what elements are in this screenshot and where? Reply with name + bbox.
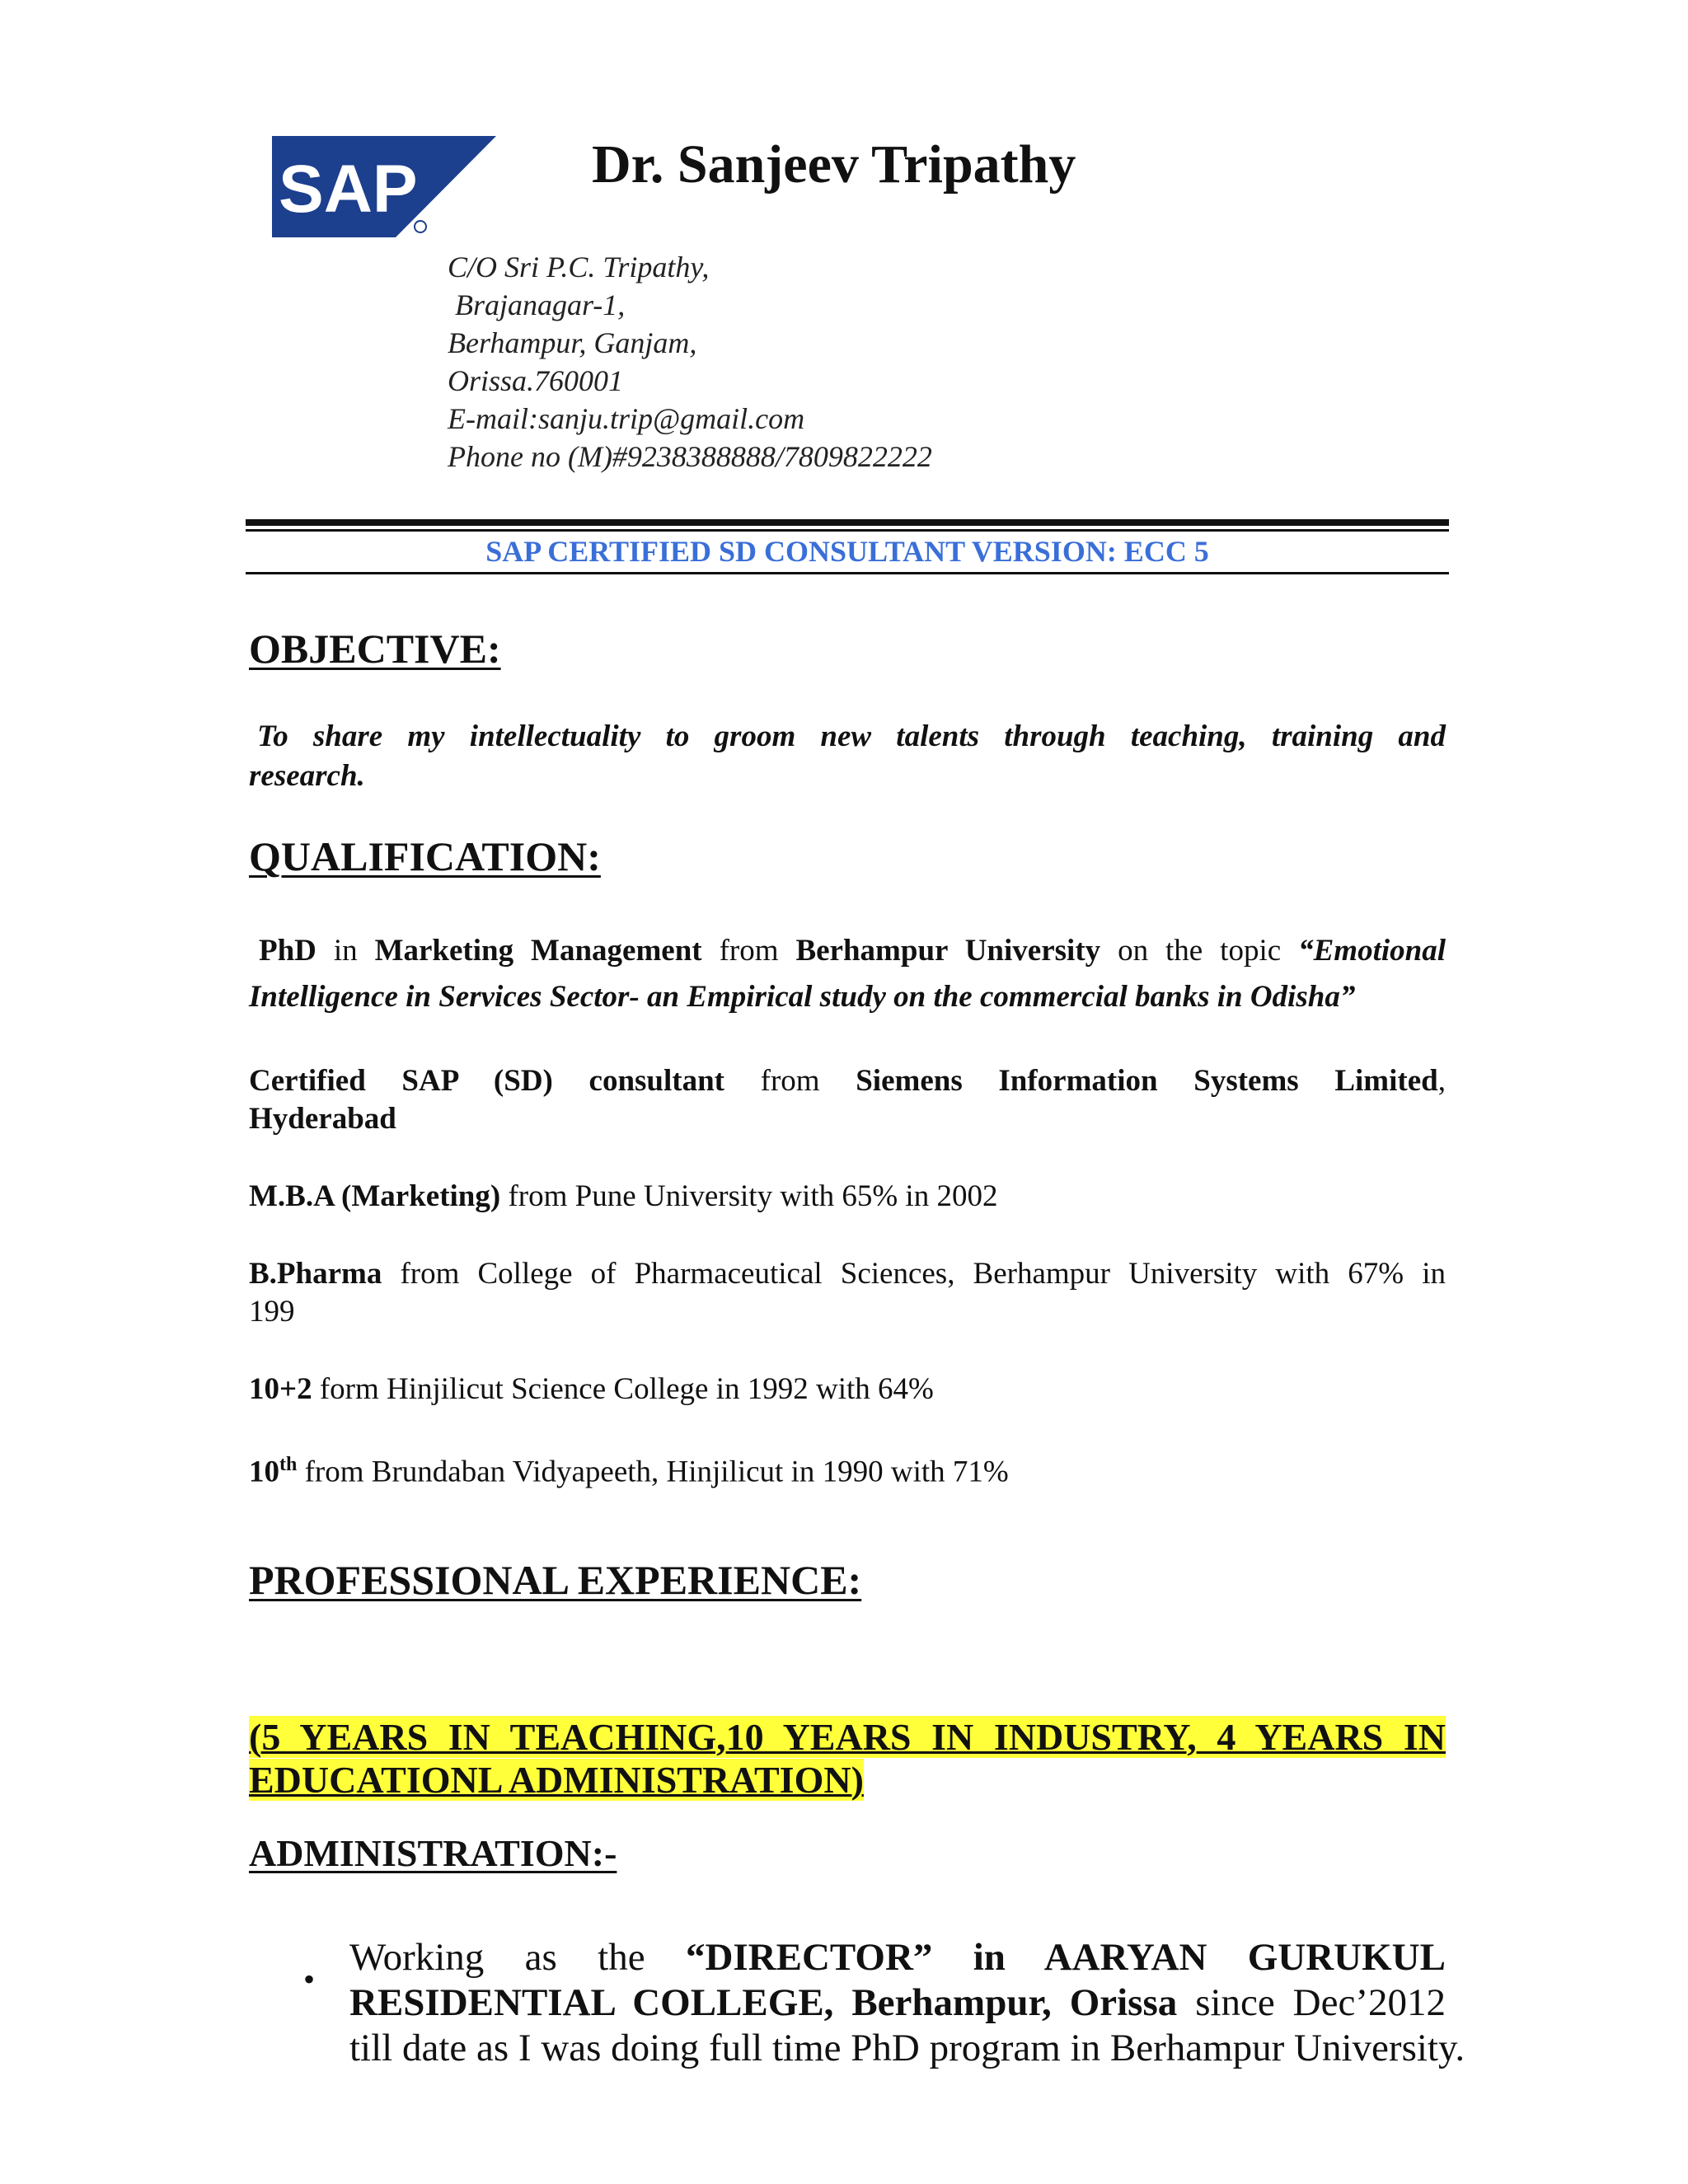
objective-text: To share my intellectuality to groom new talents through teaching, training and xyxy=(257,719,1446,753)
phd-university: Berhampur University xyxy=(795,934,1101,968)
text: since Dec’2012 xyxy=(1177,1981,1446,2024)
address-line: C/O Sri P.C. Tripathy, xyxy=(448,251,710,284)
phd-topic: “Emotional xyxy=(1298,934,1446,968)
phone-text: Phone no (M)#9238388888/7809822222 xyxy=(448,440,932,473)
qualification-heading: QUALIFICATION: xyxy=(249,833,601,879)
experience-summary xyxy=(249,1716,1446,1802)
certification-banner: SAP CERTIFIED SD CONSULTANT VERSION: ECC 5 xyxy=(485,535,1209,568)
tenth-title: 10 xyxy=(249,1455,279,1489)
address-line: Berhampur, Ganjam, xyxy=(448,326,697,359)
mba-entry xyxy=(249,1177,1446,1216)
sap-org: Siemens Information Systems Limited xyxy=(856,1064,1438,1098)
phd-degree: PhD xyxy=(259,934,316,968)
header-divider xyxy=(246,572,1449,574)
director-role: “DIRECTOR” in AARYAN GURUKUL xyxy=(685,1936,1446,1979)
experience-summary-line: EDUCATIONL ADMINISTRATION) xyxy=(249,1759,864,1801)
administration-item xyxy=(349,1935,1465,2071)
header-divider xyxy=(246,529,1449,532)
address-line: Orissa.760001 xyxy=(448,364,624,397)
text: in xyxy=(316,934,375,968)
address-line: Brajanagar-1, xyxy=(448,288,626,321)
text: from xyxy=(724,1064,856,1098)
plus2-title: 10+2 xyxy=(249,1372,312,1406)
bpharma-title: B.Pharma xyxy=(249,1257,382,1291)
experience-summary-line: (5 YEARS IN TEACHING,10 YEARS IN INDUSTRY, 4 YEARS IN xyxy=(249,1716,1446,1758)
text: from Pune University with 65% in 2002 xyxy=(500,1179,998,1213)
administration-heading: ADMINISTRATION:- xyxy=(249,1832,617,1874)
phd-field: Marketing Management xyxy=(374,934,702,968)
sap-city: Hyderabad xyxy=(249,1102,396,1136)
text: from xyxy=(701,934,796,968)
mba-title: M.B.A (Marketing) xyxy=(249,1179,501,1213)
text: form Hinjilicut Science College in 1992 with 64% xyxy=(312,1372,934,1406)
email-text: E-mail:sanju.trip@gmail.com xyxy=(448,402,805,435)
tenth-entry xyxy=(249,1446,1446,1491)
candidate-name: Dr. Sanjeev Tripathy xyxy=(592,134,1076,194)
college-name: RESIDENTIAL COLLEGE, Berhampur, Orissa xyxy=(349,1981,1178,2024)
text: on the topic xyxy=(1100,934,1299,968)
text: from College of Pharmaceutical Sciences, Berhampur University with 67% in xyxy=(382,1257,1446,1291)
header-divider xyxy=(246,519,1449,526)
text: Working as the xyxy=(349,1936,686,1979)
text: , xyxy=(1437,1064,1446,1098)
objective-text: research. xyxy=(249,759,365,793)
bullet-icon: • xyxy=(303,1961,316,1998)
sap-logo xyxy=(272,136,496,237)
text: from Brundaban Vidyapeeth, Hinjilicut in 1990 with 71% xyxy=(297,1455,1009,1489)
bpharma-entry xyxy=(249,1254,1446,1293)
text: th xyxy=(279,1454,298,1475)
sap-logo-text: SAP xyxy=(279,152,418,227)
bpharma-year: 199 xyxy=(249,1295,295,1329)
plus2-entry xyxy=(249,1370,1446,1408)
phd-entry xyxy=(249,931,1446,970)
objective-heading: OBJECTIVE: xyxy=(249,626,501,672)
experience-heading: PROFESSIONAL EXPERIENCE: xyxy=(249,1557,862,1603)
sap-title: Certified SAP (SD) consultant xyxy=(249,1064,724,1098)
sap-entry xyxy=(249,1062,1446,1100)
phd-topic: Intelligence in Services Sector- an Empirical study on the commercial banks in Odisha” xyxy=(249,980,1356,1014)
administration-line: till date as I was doing full time PhD program in Berhampur University. xyxy=(349,2027,1465,2069)
